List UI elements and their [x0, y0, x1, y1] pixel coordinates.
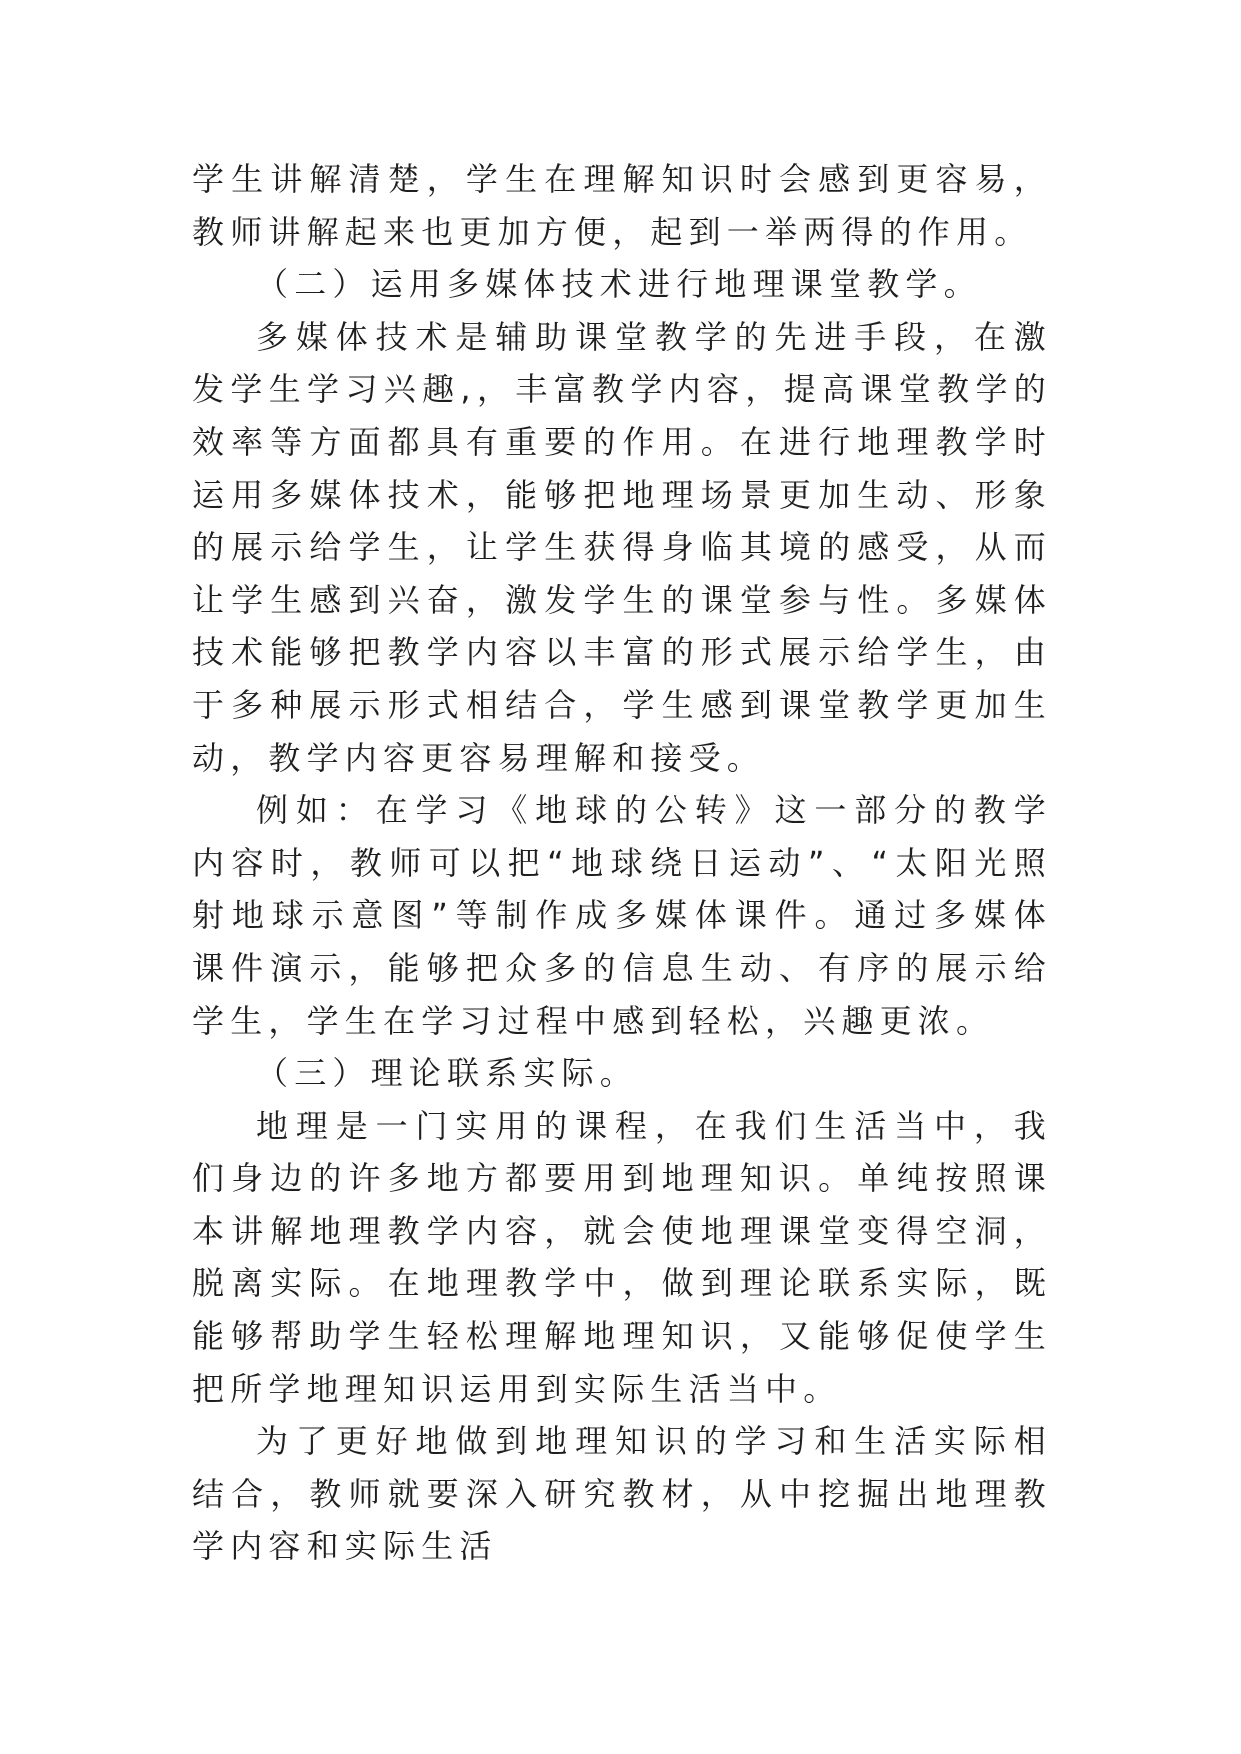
paragraph-continued: 学生讲解清楚，学生在理解知识时会感到更容易，教师讲解起来也更加方便，起到一举两得的作用。: [192, 160, 1052, 251]
document-body: [192, 153, 1052, 1573]
section-heading-2: （二）运用多媒体技术进行地理课堂教学。: [256, 265, 982, 304]
paragraph-textbook-study: 为了更好地做到地理知识的学习和生活实际相结合，教师就要深入研究教材，从中挖掘出地理教学内容和实际生活: [192, 1422, 1052, 1566]
paragraph-example: 例如：在学习《地球的公转》这一部分的教学内容时，教师可以把“地球绕日运动”、“太阳光照射地球示意图”等制作成多媒体课件。通过多媒体课件演示，能够把众多的信息生动、有序的展示给学生，学生在学习过程中感到轻松，兴趣更浓。: [192, 791, 1052, 1040]
section-heading-3: （三）理论联系实际。: [256, 1054, 639, 1093]
paragraph-theory-practice: 地理是一门实用的课程，在我们生活当中，我们身边的许多地方都要用到地理知识。单纯按照课本讲解地理教学内容，就会使地理课堂变得空洞，脱离实际。在地理教学中，做到理论联系实际，既能够帮助学生轻松理解地理知识，又能够促使学生把所学地理知识运用到实际生活当中。: [192, 1106, 1052, 1408]
paragraph-multimedia: 多媒体技术是辅助课堂教学的先进手段，在激发学生学习兴趣,，丰富教学内容，提高课堂教学的效率等方面都具有重要的作用。在进行地理教学时运用多媒体技术，能够把地理场景更加生动、形象的展示给学生，让学生获得身临其境的感受，从而让学生感到兴奋，激发学生的课堂参与性。多媒体技术能够把教学内容以丰富的形式展示给学生，由于多种展示形式相结合，学生感到课堂教学更加生动，教学内容更容易理解和接受。: [192, 317, 1052, 777]
